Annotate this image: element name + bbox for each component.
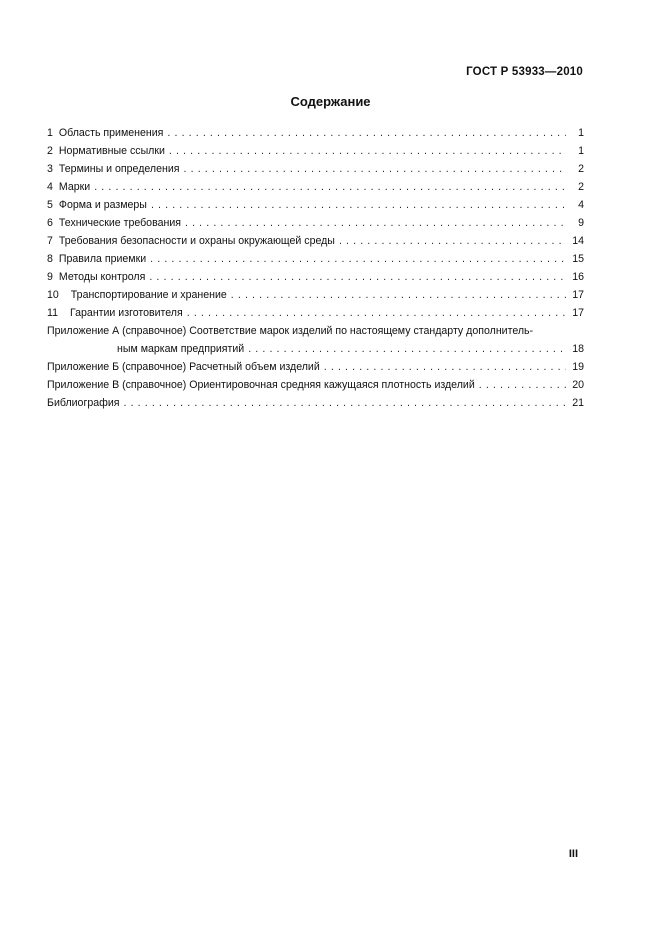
toc-entry-page: 2: [578, 181, 584, 193]
toc-leader-dots: [479, 376, 566, 394]
toc-entry-page: 1: [578, 127, 584, 139]
toc-entry[interactable]: [47, 304, 584, 322]
toc-entry-number: 5: [47, 199, 53, 211]
toc-entry-number: 9: [47, 271, 53, 283]
toc-entry-label: Приложение Б (справочное) Расчетный объем изделий: [47, 361, 320, 373]
toc-entry[interactable]: [47, 178, 584, 196]
toc-leader-dots: [339, 232, 566, 250]
toc-entry-page: 16: [572, 271, 584, 283]
toc-entry-appendix-a[interactable]: [47, 322, 584, 340]
toc-entry-bibliography[interactable]: [47, 394, 584, 412]
toc-leader-dots: [248, 340, 566, 358]
toc-entry-label: ным маркам предприятий: [117, 343, 245, 355]
toc-entry-number: 8: [47, 253, 53, 265]
toc-entry[interactable]: [47, 142, 584, 160]
toc-entry-label: Правила приемки: [58, 253, 147, 265]
toc-entry-appendix-v[interactable]: [47, 376, 584, 394]
toc-entry-label: Транспортирование и хранение: [70, 289, 227, 301]
toc-entry[interactable]: [47, 124, 584, 142]
toc-entry-label: Область применения: [58, 127, 164, 139]
toc-title: Содержание: [290, 94, 371, 109]
toc-leader-dots: [185, 214, 566, 232]
toc-entry-appendix-a-continuation[interactable]: [47, 340, 584, 358]
page-number-roman: III: [568, 848, 578, 860]
toc-leader-dots: [231, 286, 566, 304]
toc-entry[interactable]: [47, 268, 584, 286]
toc-entry-label: Гарантии изготовителя: [70, 307, 183, 319]
toc-entry-page: 14: [572, 235, 584, 247]
toc-entry-page: 17: [572, 289, 584, 301]
toc-entry-page: 18: [572, 343, 584, 355]
toc-entry-number: 10: [47, 289, 59, 301]
toc-entry-page: 20: [572, 379, 584, 391]
toc-entry-page: 19: [572, 361, 584, 373]
toc-entry-number: 2: [47, 145, 53, 157]
toc-entry[interactable]: [47, 232, 584, 250]
toc-leader-dots: [149, 268, 566, 286]
toc-entry-number: 3: [47, 163, 53, 175]
toc-entry-number: 4: [47, 181, 53, 193]
toc-entry-appendix-b[interactable]: [47, 358, 584, 376]
table-of-contents: [47, 124, 584, 412]
toc-entry-label: Приложение А (справочное) Соответствие марок изделий по настоящему стандарту дополнитель-: [47, 325, 534, 337]
toc-entry-label: Приложение В (справочное) Ориентировочная средняя кажущаяся плотность изделий: [47, 379, 475, 391]
toc-entry-page: 4: [578, 199, 584, 211]
toc-leader-dots: [123, 394, 566, 412]
toc-entry-label: Форма и размеры: [58, 199, 147, 211]
toc-entry-label: Методы контроля: [58, 271, 146, 283]
toc-entry-page: 2: [578, 163, 584, 175]
toc-entry[interactable]: [47, 196, 584, 214]
toc-entry-number: 11: [47, 307, 58, 319]
toc-leader-dots: [324, 358, 566, 376]
toc-entry-page: 17: [572, 307, 584, 319]
toc-leader-dots: [150, 250, 566, 268]
toc-entry[interactable]: [47, 160, 584, 178]
toc-leader-dots: [167, 124, 566, 142]
toc-entry-number: 1: [47, 127, 53, 139]
toc-entry-page: 1: [578, 145, 584, 157]
toc-entry-page: 9: [578, 217, 584, 229]
toc-entry-label: Марки: [58, 181, 91, 193]
toc-entry-label: Требования безопасности и охраны окружающей среды: [58, 235, 335, 247]
toc-leader-dots: [169, 142, 566, 160]
toc-entry-number: 7: [47, 235, 53, 247]
toc-leader-dots: [184, 160, 566, 178]
toc-entry-label: Нормативные ссылки: [58, 145, 165, 157]
toc-entry[interactable]: [47, 250, 584, 268]
toc-entry-page: 15: [572, 253, 584, 265]
toc-entry-label: Термины и определения: [58, 163, 180, 175]
toc-leader-dots: [187, 304, 566, 322]
toc-entry-number: 6: [47, 217, 53, 229]
toc-entry-page: 21: [572, 397, 584, 409]
toc-leader-dots: [151, 196, 566, 214]
toc-entry[interactable]: [47, 286, 584, 304]
toc-leader-dots: [94, 178, 566, 196]
document-code: ГОСТ Р 53933—2010: [466, 66, 583, 78]
toc-entry-label: Библиография: [47, 397, 120, 409]
toc-entry[interactable]: [47, 214, 584, 232]
toc-entry-label: Технические требования: [58, 217, 181, 229]
